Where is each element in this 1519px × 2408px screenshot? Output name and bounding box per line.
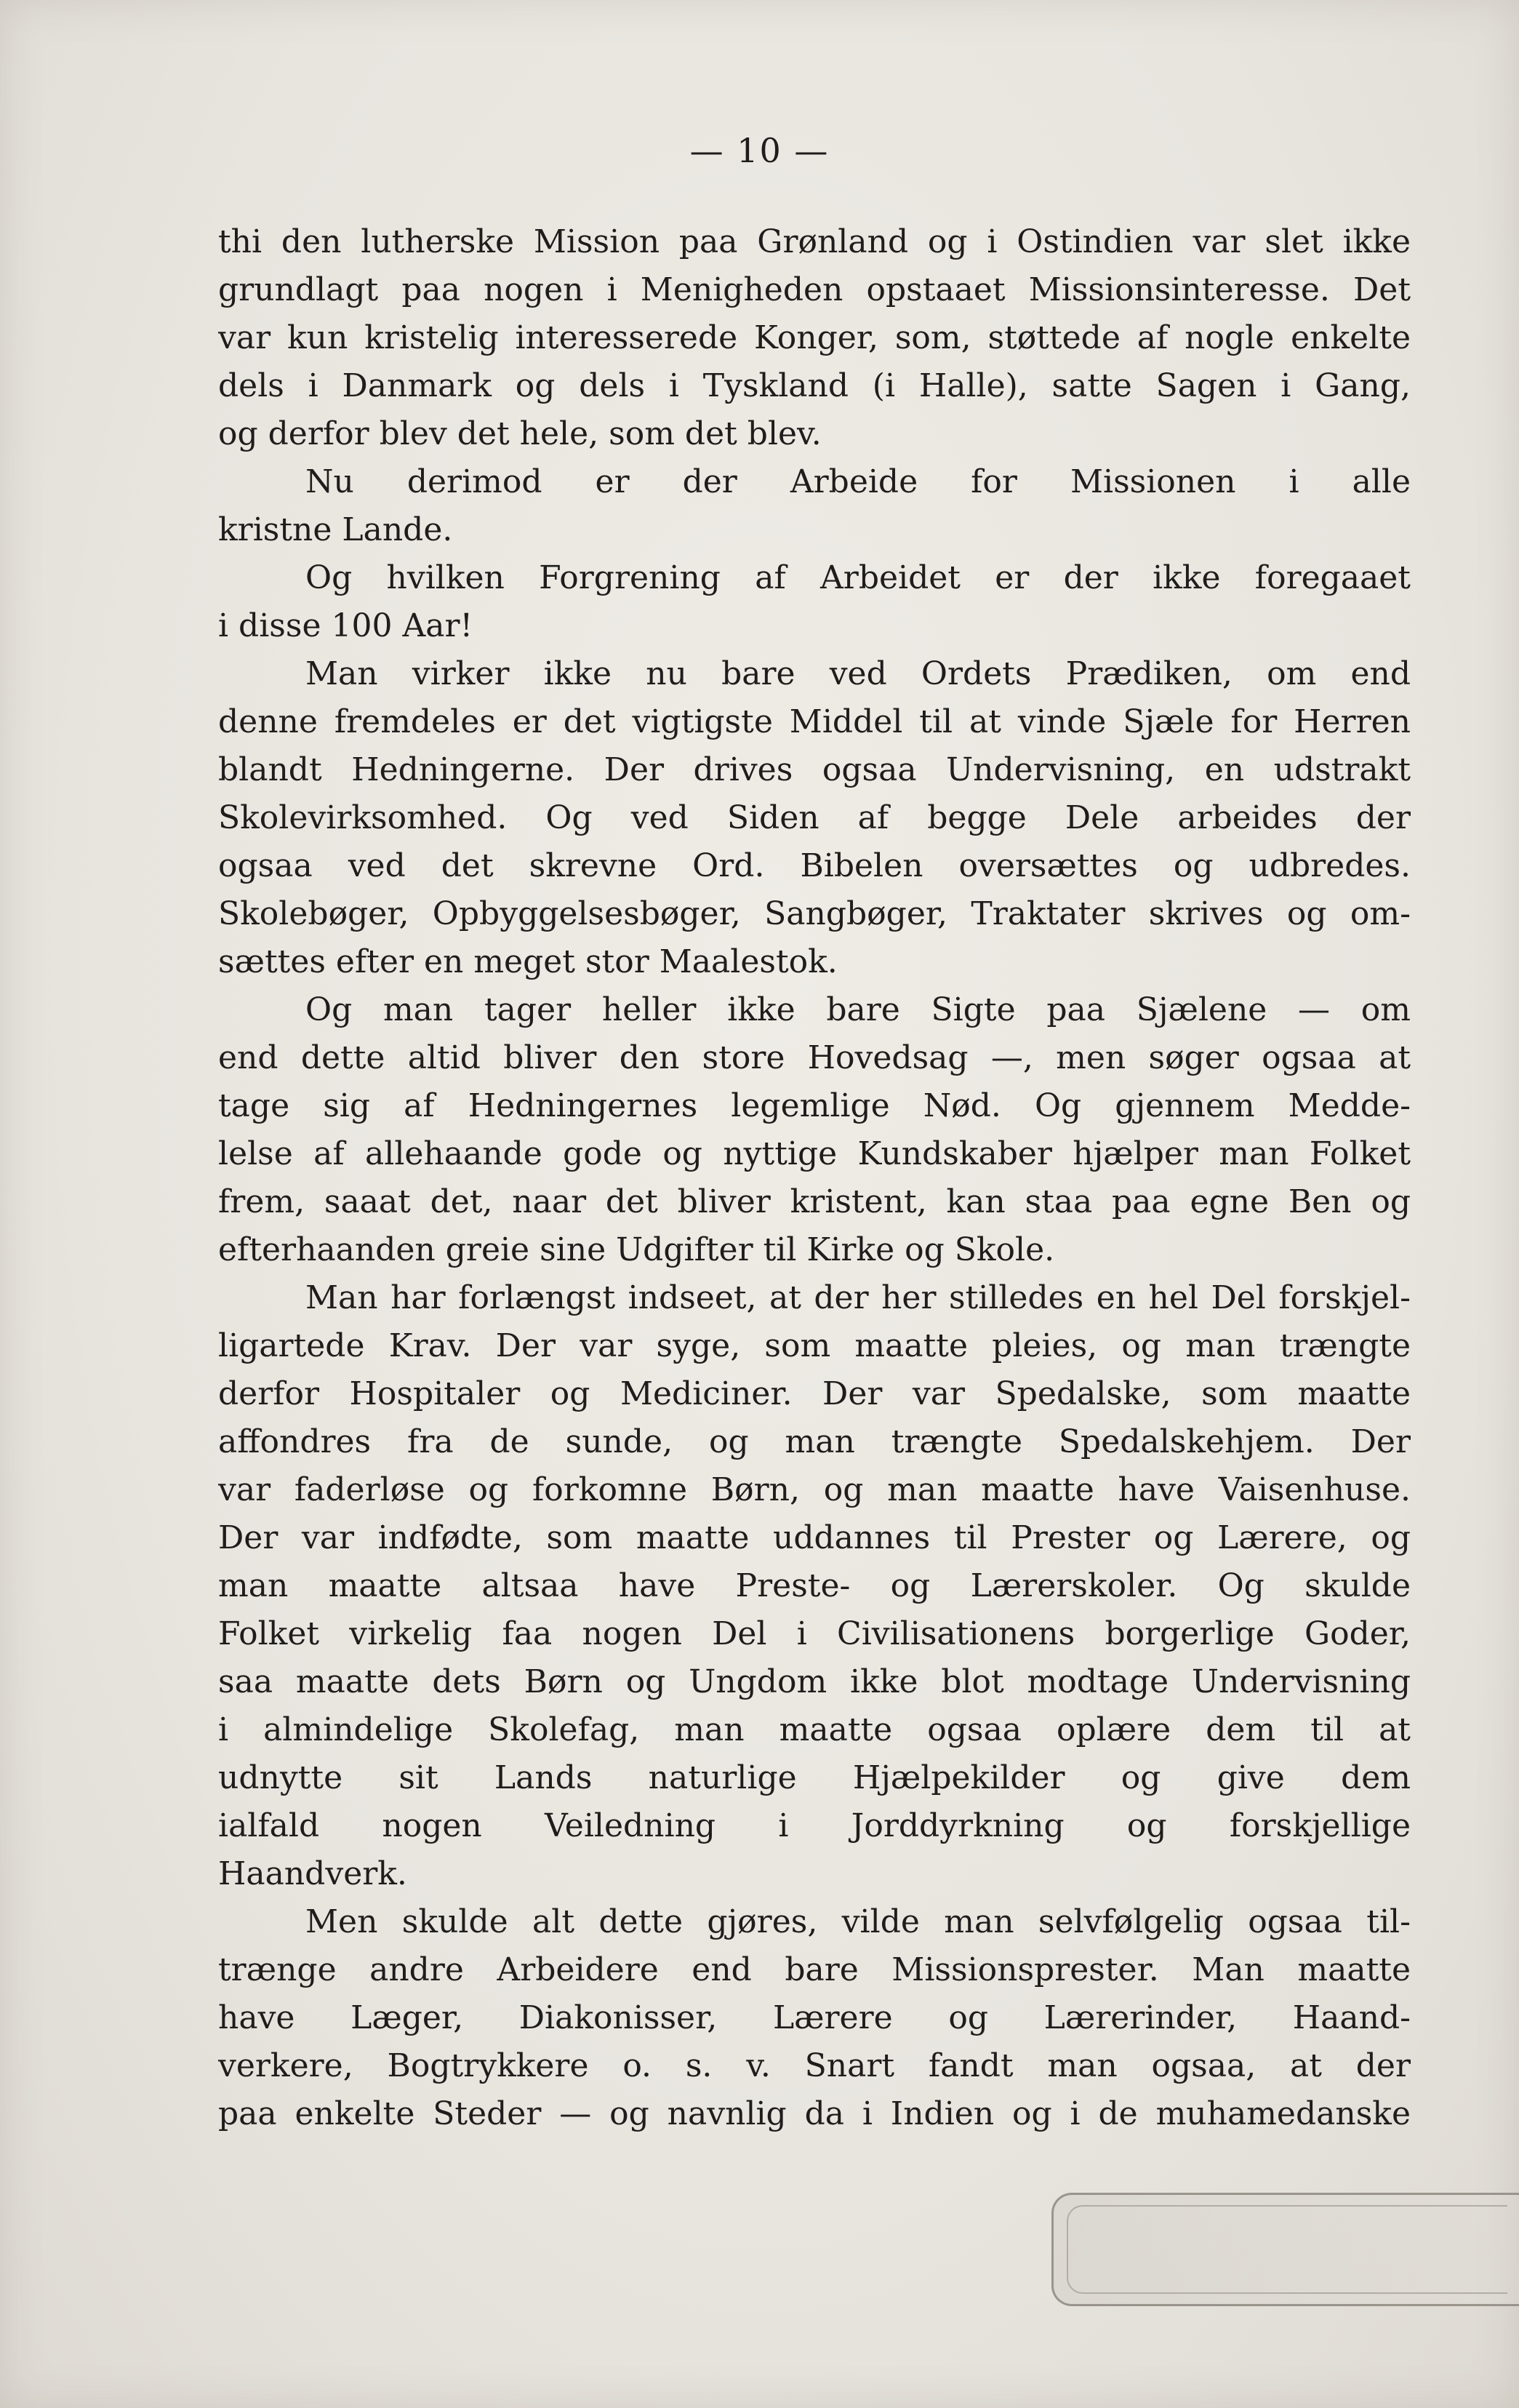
- text-line: ligartede Krav. Der var syge, som maatte pleies, og man trængte: [218, 1327, 1411, 1364]
- body-text: [218, 218, 1411, 2138]
- text-line: trænge andre Arbeidere end bare Missionsprester. Man maatte: [218, 1951, 1411, 1988]
- text-line: kristne Lande.: [218, 511, 453, 548]
- text-line: affondres fra de sunde, og man trængte Spedalskehjem. Der: [218, 1423, 1411, 1460]
- text-line: lelse af allehaande gode og nyttige Kundskaber hjælper man Folket: [218, 1135, 1411, 1172]
- page-number: — 10 —: [689, 131, 830, 170]
- text-line: var faderløse og forkomne Børn, og man maatte have Vaisenhuse.: [218, 1471, 1411, 1508]
- text-line: Man virker ikke nu bare ved Ordets Prædiken, om end: [305, 655, 1411, 692]
- text-line: Folket virkelig faa nogen Del i Civilisationens borgerlige Goder,: [218, 1615, 1411, 1652]
- text-line: paa enkelte Steder — og navnlig da i Indien og i de muhamedanske: [218, 2095, 1411, 2132]
- text-line: i almindelige Skolefag, man maatte ogsaa oplære dem til at: [218, 1711, 1411, 1748]
- text-line: have Læger, Diakonisser, Lærere og Lærerinder, Haand-: [218, 1999, 1411, 2036]
- text-line: frem, saaat det, naar det bliver kristent, kan staa paa egne Ben og: [218, 1183, 1411, 1220]
- text-line: ialfald nogen Veiledning i Jorddyrkning og forskjellige: [218, 1807, 1411, 1844]
- text-line: og derfor blev det hele, som det blev.: [218, 415, 822, 452]
- text-line: Skolevirksomhed. Og ved Siden af begge Dele arbeides der: [218, 799, 1411, 836]
- text-line: saa maatte dets Børn og Ungdom ikke blot modtage Undervisning: [218, 1663, 1411, 1700]
- text-line: grundlagt paa nogen i Menigheden opstaaet Missionsinteresse. Det: [218, 271, 1411, 308]
- text-line: end dette altid bliver den store Hovedsag —, men søger ogsaa at: [218, 1039, 1411, 1076]
- text-line: Men skulde alt dette gjøres, vilde man selvfølgelig ogsaa til-: [305, 1903, 1411, 1940]
- text-line: efterhaanden greie sine Udgifter til Kirke og Skole.: [218, 1231, 1055, 1268]
- text-line: man maatte altsaa have Preste- og Lærerskoler. Og skulde: [218, 1567, 1411, 1604]
- text-line: var kun kristelig interesserede Konger, som, støttede af nogle enkelte: [218, 319, 1411, 356]
- text-line: Skolebøger, Opbyggelsesbøger, Sangbøger, Traktater skrives og om-: [218, 895, 1411, 932]
- corner-label-inner-frame: [1067, 2205, 1507, 2294]
- text-line: tage sig af Hedningernes legemlige Nød. Og gjennem Medde-: [218, 1087, 1411, 1124]
- text-line: Og hvilken Forgrening af Arbeidet er der ikke foregaaet: [305, 559, 1411, 596]
- corner-label-frame: [1051, 2193, 1519, 2306]
- text-line: udnytte sit Lands naturlige Hjælpekilder og give dem: [218, 1759, 1411, 1796]
- text-line: i disse 100 Aar!: [218, 607, 473, 644]
- text-line: dels i Danmark og dels i Tyskland (i Halle), satte Sagen i Gang,: [218, 367, 1411, 404]
- text-line: ogsaa ved det skrevne Ord. Bibelen oversættes og udbredes.: [218, 847, 1411, 884]
- text-line: sættes efter en meget stor Maalestok.: [218, 943, 838, 980]
- text-line: thi den lutherske Mission paa Grønland og i Ostindien var slet ikke: [218, 223, 1411, 260]
- text-line: Nu derimod er der Arbeide for Missionen i alle: [305, 463, 1411, 500]
- text-line: verkere, Bogtrykkere o. s. v. Snart fandt man ogsaa, at der: [218, 2047, 1411, 2084]
- text-line: Man har forlængst indseet, at der her stilledes en hel Del forskjel-: [305, 1279, 1411, 1316]
- text-line: Og man tager heller ikke bare Sigte paa Sjælene — om: [305, 991, 1411, 1028]
- text-line: blandt Hedningerne. Der drives ogsaa Undervisning, en udstrakt: [218, 751, 1411, 788]
- text-line: Der var indfødte, som maatte uddannes til Prester og Lærere, og: [218, 1519, 1411, 1556]
- text-line: denne fremdeles er det vigtigste Middel til at vinde Sjæle for Herren: [218, 703, 1411, 740]
- text-line: Haandverk.: [218, 1855, 407, 1892]
- text-line: derfor Hospitaler og Mediciner. Der var Spedalske, som maatte: [218, 1375, 1411, 1412]
